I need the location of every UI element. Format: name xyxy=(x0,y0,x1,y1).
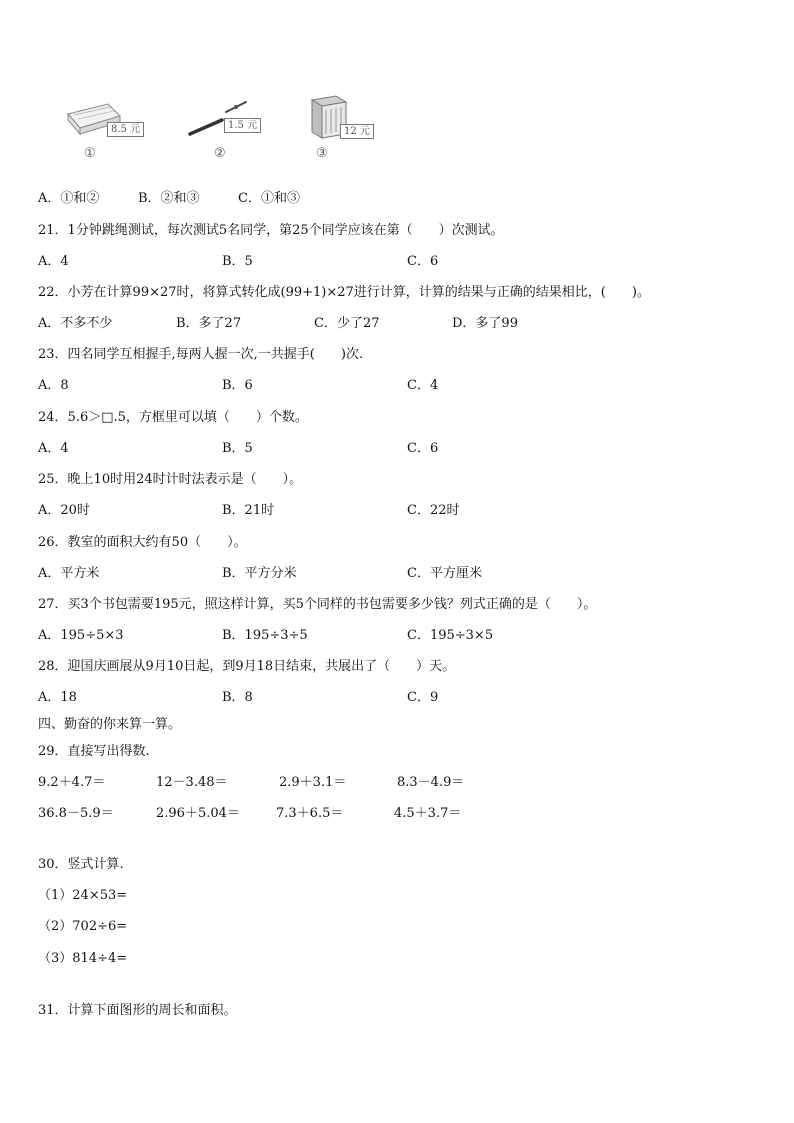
option-c[interactable]: C．4 xyxy=(407,378,439,393)
option-c[interactable]: C．6 xyxy=(407,441,439,456)
price-tag: 12 元 xyxy=(340,124,374,139)
picture-label: ① xyxy=(84,146,96,161)
question-22: 22．小芳在计算99×27时，将算式转化成(99+1)×27进行计算，计算的结果与正确的结果相比，( )。 xyxy=(38,285,650,300)
calc-item: 36.8－5.9＝ xyxy=(38,806,114,821)
price-tag: 1.5 元 xyxy=(224,118,261,133)
calc-item: 12－3.48＝ xyxy=(156,775,228,790)
option-b[interactable]: B．6 xyxy=(222,378,253,393)
calc-item: 9.2＋4.7＝ xyxy=(38,775,106,790)
picture-label: ③ xyxy=(316,146,328,161)
question-21: 21．1分钟跳绳测试，每次测试5名同学，第25个同学应该在第（ ）次测试。 xyxy=(38,223,504,238)
picture-item-3 xyxy=(306,94,396,166)
option-a[interactable]: A．18 xyxy=(38,690,77,705)
calc-item: 8.3－4.9＝ xyxy=(397,775,465,790)
calc-item: 2.9＋3.1＝ xyxy=(279,775,347,790)
question-30-item-2: （2）702÷6= xyxy=(38,919,128,934)
option-b[interactable]: B．平方分米 xyxy=(222,566,297,581)
question-30-title: 30．竖式计算. xyxy=(38,857,124,872)
question-31-title: 31．计算下面图形的周长和面积。 xyxy=(38,1003,237,1018)
option-c[interactable]: C．①和③ xyxy=(238,191,300,206)
option-b[interactable]: B．8 xyxy=(222,690,253,705)
price-tag: 8.5 元 xyxy=(107,122,144,137)
question-30-item-3: （3）814÷4= xyxy=(38,951,128,966)
question-29-title: 29．直接写出得数. xyxy=(38,744,150,759)
calc-item: 2.96＋5.04＝ xyxy=(156,806,240,821)
option-a[interactable]: A．①和② xyxy=(38,191,100,206)
option-b[interactable]: B．5 xyxy=(222,254,253,269)
section-title: 四、勤奋的你来算一算。 xyxy=(38,717,182,732)
question-26: 26．教室的面积大约有50（ ）。 xyxy=(38,535,247,550)
option-a[interactable]: A．不多不少 xyxy=(38,316,113,331)
picture-item-1 xyxy=(60,94,150,166)
option-a[interactable]: A．20时 xyxy=(38,503,90,518)
question-24: 24．5.6＞□.5，方框里可以填（ ）个数。 xyxy=(38,410,308,425)
option-c[interactable]: C．少了27 xyxy=(314,316,380,331)
option-c[interactable]: C．22时 xyxy=(407,503,460,518)
option-b[interactable]: B．多了27 xyxy=(176,316,242,331)
option-b[interactable]: B．21时 xyxy=(222,503,275,518)
question-23: 23．四名同学互相握手,每两人握一次,一共握手( )次. xyxy=(38,347,364,362)
option-a[interactable]: A．195÷5×3 xyxy=(38,628,124,643)
picture-item-2 xyxy=(188,94,278,166)
option-a[interactable]: A．8 xyxy=(38,378,69,393)
option-c[interactable]: C．6 xyxy=(407,254,439,269)
option-b[interactable]: B．195÷3÷5 xyxy=(222,628,308,643)
option-b[interactable]: B．5 xyxy=(222,441,253,456)
question-27: 27．买3个书包需要195元，照这样计算，买5个同样的书包需要多少钱？列式正确的是（ ）。 xyxy=(38,597,597,612)
calc-item: 4.5＋3.7＝ xyxy=(394,806,462,821)
option-a[interactable]: A．4 xyxy=(38,441,69,456)
option-d[interactable]: D．多了99 xyxy=(452,316,518,331)
option-a[interactable]: A．4 xyxy=(38,254,69,269)
option-a[interactable]: A．平方米 xyxy=(38,566,100,581)
calc-item: 7.3＋6.5＝ xyxy=(276,806,344,821)
option-b[interactable]: B．②和③ xyxy=(138,191,200,206)
question-28: 28．迎国庆画展从9月10日起，到9月18日结束，共展出了（ ）天。 xyxy=(38,659,456,674)
option-c[interactable]: C．195÷3×5 xyxy=(407,628,494,643)
option-c[interactable]: C．平方厘米 xyxy=(407,566,482,581)
question-30-item-1: （1）24×53= xyxy=(38,888,128,903)
picture-label: ② xyxy=(214,146,226,161)
option-c[interactable]: C．9 xyxy=(407,690,439,705)
question-25: 25．晚上10时用24时计时法表示是（ ）。 xyxy=(38,472,303,487)
